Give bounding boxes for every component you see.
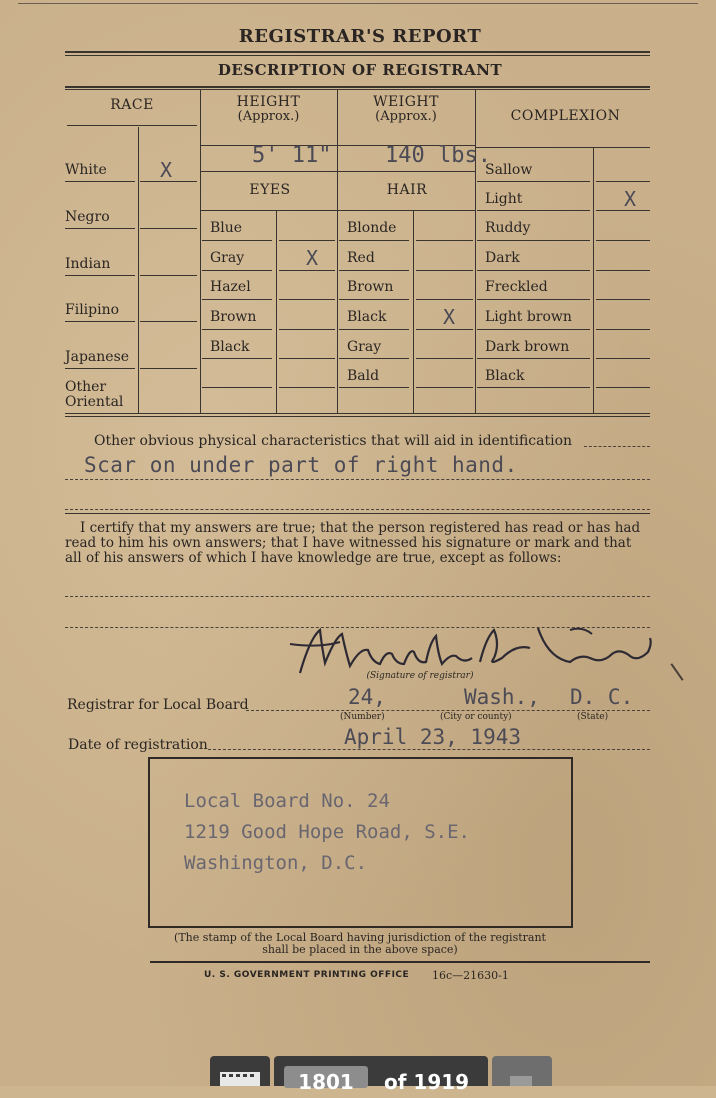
form-subtitle: DESCRIPTION OF REGISTRANT [217, 61, 503, 79]
complexion-light-mark: X [624, 187, 637, 211]
hair-bald: Bald [347, 368, 380, 384]
race-filipino: Filipino [65, 302, 120, 318]
complexion-dark-brown: Dark brown [485, 339, 570, 355]
page-navigator [274, 1056, 488, 1094]
viewer-toolbar [0, 1056, 716, 1094]
weight-subheader: (Approx.) [375, 109, 437, 124]
complexion-ruddy: Ruddy [485, 220, 531, 236]
hair-black: Black [347, 309, 387, 325]
state-caption: (State) [577, 712, 609, 722]
race-header: RACE [110, 97, 154, 113]
eyes-blue: Blue [210, 220, 243, 236]
hair-header: HAIR [386, 182, 428, 198]
race-japanese: Japanese [65, 349, 130, 365]
form-number: 16c—21630-1 [432, 969, 509, 982]
complexion-light: Light [485, 191, 523, 207]
complexion-header: COMPLEXION [510, 108, 621, 124]
hair-black-mark: X [443, 305, 456, 329]
eyes-gray-mark: X [306, 246, 319, 270]
calendar-button[interactable] [210, 1056, 270, 1086]
height-subheader: (Approx.) [237, 109, 300, 124]
race-white-mark: X [160, 158, 173, 182]
hair-brown: Brown [347, 279, 394, 295]
board-city: Wash., [464, 685, 540, 709]
stamp-text [184, 786, 470, 879]
stamp-caption-1: (The stamp of the Local Board having jurisdiction of the registrant [174, 931, 546, 944]
race-other-oriental: Other Oriental [65, 379, 124, 410]
weight-value: 140 lbs. [385, 143, 491, 168]
gallery-icon [510, 1076, 532, 1086]
eyes-hazel: Hazel [210, 279, 251, 295]
gallery-button[interactable] [492, 1056, 552, 1086]
weight-header: WEIGHT [373, 94, 439, 110]
calendar-icon [220, 1072, 260, 1086]
registration-date: April 23, 1943 [344, 725, 522, 749]
height-header: HEIGHT [236, 94, 301, 110]
printer-line: U. S. GOVERNMENT PRINTING OFFICE [204, 970, 410, 980]
stamp-line-2: 1219 Good Hope Road, S.E. [184, 821, 470, 843]
complexion-dark: Dark [485, 250, 520, 266]
certify-line-2: read to him his own answers; that I have witnessed his signature or mark and that [65, 535, 632, 551]
city-caption: (City or county) [440, 712, 512, 722]
complexion-light-brown: Light brown [485, 309, 572, 325]
stamp-line-3: Washington, D.C. [184, 852, 368, 874]
eyes-gray: Gray [210, 250, 245, 266]
race-negro: Negro [65, 209, 110, 225]
certify-line-3: all of his answers of which I have knowledge are true, except as follows: [65, 550, 562, 566]
stamp-line-1: Local Board No. 24 [184, 790, 390, 812]
stamp-caption-2: shall be placed in the above space) [262, 943, 458, 956]
complexion-sallow: Sallow [485, 162, 533, 178]
board-label: Registrar for Local Board [67, 697, 249, 713]
eyes-brown: Brown [210, 309, 257, 325]
form-title: REGISTRAR'S REPORT [238, 26, 482, 47]
hair-gray: Gray [347, 339, 382, 355]
race-white: White [65, 162, 107, 178]
board-number: 24, [348, 685, 386, 709]
signature-caption: (Signature of registrar) [366, 671, 474, 681]
race-indian: Indian [65, 256, 111, 272]
physical-value: Scar on under part of right hand. [84, 453, 518, 477]
date-label: Date of registration [68, 737, 208, 753]
certify-line-1: I certify that my answers are true; that the person registered has read or has had [80, 520, 641, 536]
height-value: 5' 11" [252, 143, 332, 168]
complexion-freckled: Freckled [485, 279, 548, 295]
physical-label: Other obvious physical characteristics that will aid in identification [94, 433, 573, 449]
page-number-input[interactable]: 1801 [284, 1066, 368, 1088]
number-caption: (Number) [340, 712, 385, 722]
complexion-black: Black [485, 368, 525, 384]
hair-blonde: Blonde [347, 220, 397, 236]
eyes-black: Black [210, 339, 250, 355]
hair-red: Red [347, 250, 375, 266]
page-total: of 1919 [384, 1070, 470, 1094]
eyes-header: EYES [249, 182, 291, 198]
board-state: D. C. [570, 685, 634, 709]
